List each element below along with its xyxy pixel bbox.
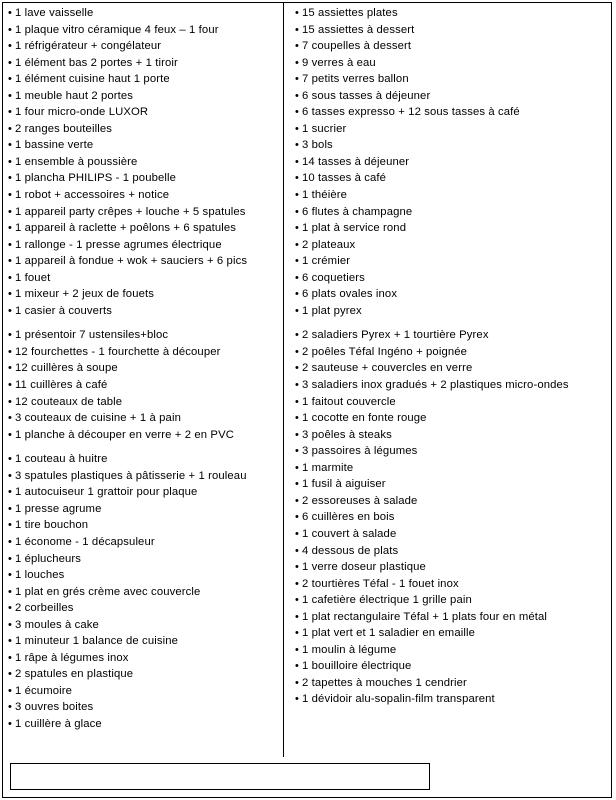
list-item-label: 6 sous tasses à déjeuner <box>302 89 431 102</box>
bullet-icon: • <box>8 453 12 466</box>
bullet-icon: • <box>295 89 299 102</box>
bullet-icon: • <box>295 379 299 392</box>
bullet-icon: • <box>8 428 12 441</box>
bullet-icon: • <box>8 651 12 664</box>
list-item <box>295 658 608 675</box>
list-item <box>295 270 608 287</box>
list-item-label: 1 réfrigérateur + congélateur <box>15 40 162 53</box>
list-item <box>295 493 608 510</box>
list-item-label: 1 verre doseur plastique <box>302 561 426 574</box>
list-item <box>295 427 608 444</box>
list-item <box>8 5 279 22</box>
list-item-label: 1 cuillère à glace <box>15 717 102 730</box>
bullet-icon: • <box>8 172 12 185</box>
inventory-columns <box>2 2 612 757</box>
list-item <box>8 666 279 683</box>
list-item <box>295 609 608 626</box>
list-item-label: 1 plat à service rond <box>302 222 407 235</box>
bullet-icon: • <box>295 362 299 375</box>
list-item <box>8 394 279 411</box>
bullet-icon: • <box>8 7 12 19</box>
list-item <box>8 484 279 501</box>
list-item-label: 1 bouilloire électrique <box>302 660 412 673</box>
list-item-label: 14 tasses à déjeuner <box>302 155 410 168</box>
list-item-label: 12 couteaux de table <box>15 395 123 408</box>
bullet-icon: • <box>8 535 12 548</box>
bullet-icon: • <box>295 676 299 689</box>
list-item-label: 1 presse agrume <box>15 502 102 515</box>
list-item-label: 3 saladiers inox gradués + 2 plastiques micro-ondes <box>302 379 569 392</box>
list-item <box>8 121 279 138</box>
list-item-label: 1 théière <box>302 189 347 202</box>
bullet-icon: • <box>295 461 299 474</box>
bullet-icon: • <box>8 189 12 202</box>
bullet-icon: • <box>8 469 12 482</box>
list-item <box>295 625 608 642</box>
bullet-icon: • <box>8 701 12 714</box>
list-item <box>295 543 608 560</box>
bullet-icon: • <box>295 445 299 458</box>
bullet-icon: • <box>8 345 12 358</box>
bullet-icon: • <box>8 205 12 218</box>
list-item-label: 1 mixeur + 2 jeux de fouets <box>15 288 155 301</box>
list-item-label: 1 appareil à fondue + wok + sauciers + 6 pics <box>15 255 248 268</box>
list-item-label: 1 couteau à huitre <box>15 453 108 466</box>
list-item <box>8 344 279 361</box>
list-item <box>295 360 608 377</box>
list-item-label: 1 économe - 1 décapsuleur <box>15 535 155 548</box>
list-item <box>295 526 608 543</box>
list-item <box>295 204 608 221</box>
list-item <box>8 567 279 584</box>
bullet-icon: • <box>8 271 12 284</box>
list-item <box>8 360 279 377</box>
list-item <box>8 683 279 700</box>
bullet-icon: • <box>8 362 12 375</box>
list-item-label: 2 sauteuse + couvercles en verre <box>302 362 473 375</box>
list-item <box>8 154 279 171</box>
list-item <box>8 38 279 55</box>
bullet-icon: • <box>8 635 12 648</box>
list-item <box>295 55 608 72</box>
list-item-label: 1 fouet <box>15 271 51 284</box>
list-item-label: 1 marmite <box>302 461 354 474</box>
bullet-icon: • <box>295 106 299 119</box>
bullet-icon: • <box>295 155 299 168</box>
bullet-icon: • <box>295 7 299 19</box>
list-item-label: 1 rallonge - 1 presse agrumes électrique <box>15 238 222 251</box>
bullet-icon: • <box>295 627 299 640</box>
list-item-label: 1 dévidoir alu-sopalin-film transparent <box>302 693 495 706</box>
list-item-label: 15 assiettes plates <box>302 7 398 19</box>
bullet-icon: • <box>295 271 299 284</box>
list-item-label: 1 présentoir 7 ustensiles+bloc <box>15 329 169 342</box>
list-item <box>295 121 608 138</box>
list-item-label: 10 tasses à café <box>302 172 387 185</box>
list-item <box>8 633 279 650</box>
list-item <box>295 592 608 609</box>
list-item <box>8 468 279 485</box>
list-item-label: 2 spatules en plastique <box>15 668 134 681</box>
list-item <box>295 88 608 105</box>
list-item-label: 1 moulin à légume <box>302 643 397 656</box>
list-item <box>295 460 608 477</box>
bullet-icon: • <box>295 40 299 53</box>
list-item <box>8 584 279 601</box>
list-item-label: 1 louches <box>15 569 65 582</box>
list-item-label: 15 assiettes à dessert <box>302 23 415 36</box>
list-item-label: 1 meuble haut 2 portes <box>15 89 134 102</box>
list-item-label: 7 petits verres ballon <box>302 73 409 86</box>
bullet-icon: • <box>8 569 12 582</box>
list-item-label: 1 faitout couvercle <box>302 395 396 408</box>
bullet-icon: • <box>8 412 12 425</box>
bullet-icon: • <box>295 693 299 706</box>
list-item <box>8 617 279 634</box>
bullet-icon: • <box>8 379 12 392</box>
list-item-label: 1 appareil party crêpes + louche + 5 spatules <box>15 205 246 218</box>
list-item <box>295 394 608 411</box>
list-item-label: 9 verres à eau <box>302 56 376 69</box>
list-item <box>8 55 279 72</box>
list-spacer <box>8 319 279 327</box>
list-item-label: 1 plaque vitro céramique 4 feux – 1 four <box>15 23 219 36</box>
list-item <box>295 220 608 237</box>
list-item-label: 2 tapettes à mouches 1 cendrier <box>302 676 467 689</box>
list-item-label: 1 fusil à aiguiser <box>302 478 386 491</box>
list-item <box>295 327 608 344</box>
signature-box <box>10 763 430 790</box>
bullet-icon: • <box>295 222 299 235</box>
list-item-label: 1 tire bouchon <box>15 519 89 532</box>
list-item <box>295 286 608 303</box>
list-spacer <box>295 319 608 327</box>
list-item <box>295 675 608 692</box>
list-item-label: 4 dessous de plats <box>302 544 399 557</box>
bullet-icon: • <box>295 23 299 36</box>
bullet-icon: • <box>295 329 299 342</box>
list-item <box>295 187 608 204</box>
list-item <box>8 71 279 88</box>
list-item-label: 1 plat en grés crème avec couvercle <box>15 585 201 598</box>
list-item <box>295 71 608 88</box>
bullet-icon: • <box>295 412 299 425</box>
list-item <box>295 154 608 171</box>
list-item-label: 6 flutes à champagne <box>302 205 413 218</box>
list-item <box>295 237 608 254</box>
bullet-icon: • <box>295 189 299 202</box>
list-item-label: 6 tasses expresso + 12 sous tasses à café <box>302 106 520 119</box>
bullet-icon: • <box>295 172 299 185</box>
list-item <box>8 451 279 468</box>
bullet-icon: • <box>8 618 12 631</box>
list-item <box>8 204 279 221</box>
list-item-label: 1 bassine verte <box>15 139 94 152</box>
list-item <box>8 170 279 187</box>
list-item-label: 3 spatules plastiques à pâtisserie + 1 rouleau <box>15 469 247 482</box>
list-item-label: 1 cafetière électrique 1 grille pain <box>302 594 472 607</box>
list-item-label: 1 robot + accessoires + notice <box>15 189 170 202</box>
bullet-icon: • <box>8 40 12 53</box>
bullet-icon: • <box>8 89 12 102</box>
list-item-label: 2 tourtières Téfal - 1 fouet inox <box>302 577 459 590</box>
list-item-label: 1 élément cuisine haut 1 porte <box>15 73 170 86</box>
bullet-icon: • <box>8 23 12 36</box>
list-item-label: 1 planche à découper en verre + 2 en PVC <box>15 428 234 441</box>
list-item-label: 1 four micro-onde LUXOR <box>15 106 149 119</box>
list-item <box>295 509 608 526</box>
list-item <box>295 443 608 460</box>
bullet-icon: • <box>295 238 299 251</box>
list-item <box>8 716 279 733</box>
list-item <box>295 170 608 187</box>
list-item-label: 1 sucrier <box>302 122 347 135</box>
list-item-label: 2 corbeilles <box>15 602 74 615</box>
bullet-icon: • <box>295 494 299 507</box>
list-item-label: 1 écumoire <box>15 684 73 697</box>
list-item-label: 12 fourchettes - 1 fourchette à découper <box>15 345 221 358</box>
bullet-icon: • <box>8 602 12 615</box>
list-item <box>295 22 608 39</box>
bullet-icon: • <box>295 561 299 574</box>
left-column <box>2 2 283 757</box>
bullet-icon: • <box>295 56 299 69</box>
list-item <box>295 642 608 659</box>
list-item-label: 6 coquetiers <box>302 271 365 284</box>
list-item <box>8 237 279 254</box>
bullet-icon: • <box>8 106 12 119</box>
list-item <box>8 187 279 204</box>
list-item <box>295 576 608 593</box>
bullet-icon: • <box>8 222 12 235</box>
bullet-icon: • <box>8 255 12 268</box>
list-item-label: 1 râpe à légumes inox <box>15 651 129 664</box>
bullet-icon: • <box>295 527 299 540</box>
list-item <box>8 650 279 667</box>
bullet-icon: • <box>295 122 299 135</box>
list-item-label: 1 couvert à salade <box>302 527 397 540</box>
list-item <box>8 286 279 303</box>
bullet-icon: • <box>295 395 299 408</box>
bullet-icon: • <box>295 594 299 607</box>
list-item-label: 6 cuillères en bois <box>302 511 395 524</box>
list-item <box>295 253 608 270</box>
bullet-icon: • <box>8 73 12 86</box>
list-item <box>8 22 279 39</box>
list-item-label: 3 poêles à steaks <box>302 428 392 441</box>
bullet-icon: • <box>295 511 299 524</box>
bullet-icon: • <box>295 73 299 86</box>
list-item <box>295 104 608 121</box>
list-item-label: 3 moules à cake <box>15 618 99 631</box>
bullet-icon: • <box>8 668 12 681</box>
list-item-label: 3 bols <box>302 139 333 152</box>
bullet-icon: • <box>8 329 12 342</box>
bullet-icon: • <box>295 577 299 590</box>
list-item-label: 2 poêles Téfal Ingéno + poignée <box>302 345 468 358</box>
list-item-label: 2 plateaux <box>302 238 356 251</box>
list-item <box>295 691 608 708</box>
list-item <box>8 303 279 320</box>
bullet-icon: • <box>8 395 12 408</box>
list-item <box>8 534 279 551</box>
bullet-icon: • <box>8 238 12 251</box>
bullet-icon: • <box>8 486 12 499</box>
bullet-icon: • <box>295 304 299 317</box>
list-item-label: 6 plats ovales inox <box>302 288 398 301</box>
list-item <box>295 5 608 22</box>
list-item <box>295 377 608 394</box>
bullet-icon: • <box>295 544 299 557</box>
list-item-label: 1 minuteur 1 balance de cuisine <box>15 635 179 648</box>
bullet-icon: • <box>295 205 299 218</box>
list-item-label: 1 crémier <box>302 255 351 268</box>
list-item <box>8 377 279 394</box>
list-item-label: 7 coupelles à dessert <box>302 40 412 53</box>
list-item-label: 1 lave vaisselle <box>15 7 94 19</box>
list-item <box>295 559 608 576</box>
list-item <box>295 38 608 55</box>
bullet-icon: • <box>295 660 299 673</box>
list-item-label: 12 cuillères à soupe <box>15 362 118 375</box>
list-item <box>8 517 279 534</box>
list-item-label: 2 ranges bouteilles <box>15 122 112 135</box>
list-item-label: 1 éplucheurs <box>15 552 82 565</box>
list-item <box>8 427 279 444</box>
list-item-label: 3 passoires à légumes <box>302 445 418 458</box>
list-item-label: 1 plat pyrex <box>302 304 362 317</box>
bullet-icon: • <box>295 345 299 358</box>
bullet-icon: • <box>8 139 12 152</box>
list-item-label: 1 ensemble à poussière <box>15 155 138 168</box>
bullet-icon: • <box>8 122 12 135</box>
list-item <box>8 327 279 344</box>
bullet-icon: • <box>295 610 299 623</box>
list-spacer <box>8 443 279 451</box>
list-item <box>8 699 279 716</box>
list-item <box>295 303 608 320</box>
list-item <box>8 600 279 617</box>
bullet-icon: • <box>8 304 12 317</box>
list-item-label: 1 casier à couverts <box>15 304 112 317</box>
bullet-icon: • <box>295 643 299 656</box>
list-item-label: 2 essoreuses à salade <box>302 494 418 507</box>
list-item <box>8 104 279 121</box>
bullet-icon: • <box>8 519 12 532</box>
bullet-icon: • <box>8 585 12 598</box>
bullet-icon: • <box>295 478 299 491</box>
bullet-icon: • <box>295 428 299 441</box>
bullet-icon: • <box>8 552 12 565</box>
list-item-label: 1 élément bas 2 portes + 1 tiroir <box>15 56 178 69</box>
list-item-label: 1 cocotte en fonte rouge <box>302 412 427 425</box>
bullet-icon: • <box>8 717 12 730</box>
bullet-icon: • <box>8 155 12 168</box>
list-item <box>8 501 279 518</box>
list-item <box>8 410 279 427</box>
right-column <box>283 2 612 757</box>
list-item-label: 1 plancha PHILIPS - 1 poubelle <box>15 172 177 185</box>
list-item <box>295 476 608 493</box>
bullet-icon: • <box>8 56 12 69</box>
list-item <box>8 270 279 287</box>
list-item <box>8 88 279 105</box>
list-item-label: 3 couteaux de cuisine + 1 à pain <box>15 412 181 425</box>
list-item <box>8 253 279 270</box>
list-item-label: 11 cuillères à café <box>15 379 108 392</box>
list-item <box>295 344 608 361</box>
bullet-icon: • <box>295 139 299 152</box>
list-item <box>8 551 279 568</box>
list-item <box>8 220 279 237</box>
list-item-label: 1 plat vert et 1 saladier en emaille <box>302 627 475 640</box>
list-item-label: 1 autocuiseur 1 grattoir pour plaque <box>15 486 198 499</box>
bullet-icon: • <box>8 502 12 515</box>
list-item-label: 1 plat rectangulaire Téfal + 1 plats four en métal <box>302 610 548 623</box>
list-item <box>8 137 279 154</box>
list-item-label: 3 ouvres boites <box>15 701 94 714</box>
bullet-icon: • <box>295 288 299 301</box>
list-item-label: 2 saladiers Pyrex + 1 tourtière Pyrex <box>302 329 489 342</box>
bullet-icon: • <box>8 288 12 301</box>
bullet-icon: • <box>8 684 12 697</box>
list-item-label: 1 appareil à raclette + poêlons + 6 spatules <box>15 222 237 235</box>
bullet-icon: • <box>295 255 299 268</box>
list-item <box>295 410 608 427</box>
list-item <box>295 137 608 154</box>
